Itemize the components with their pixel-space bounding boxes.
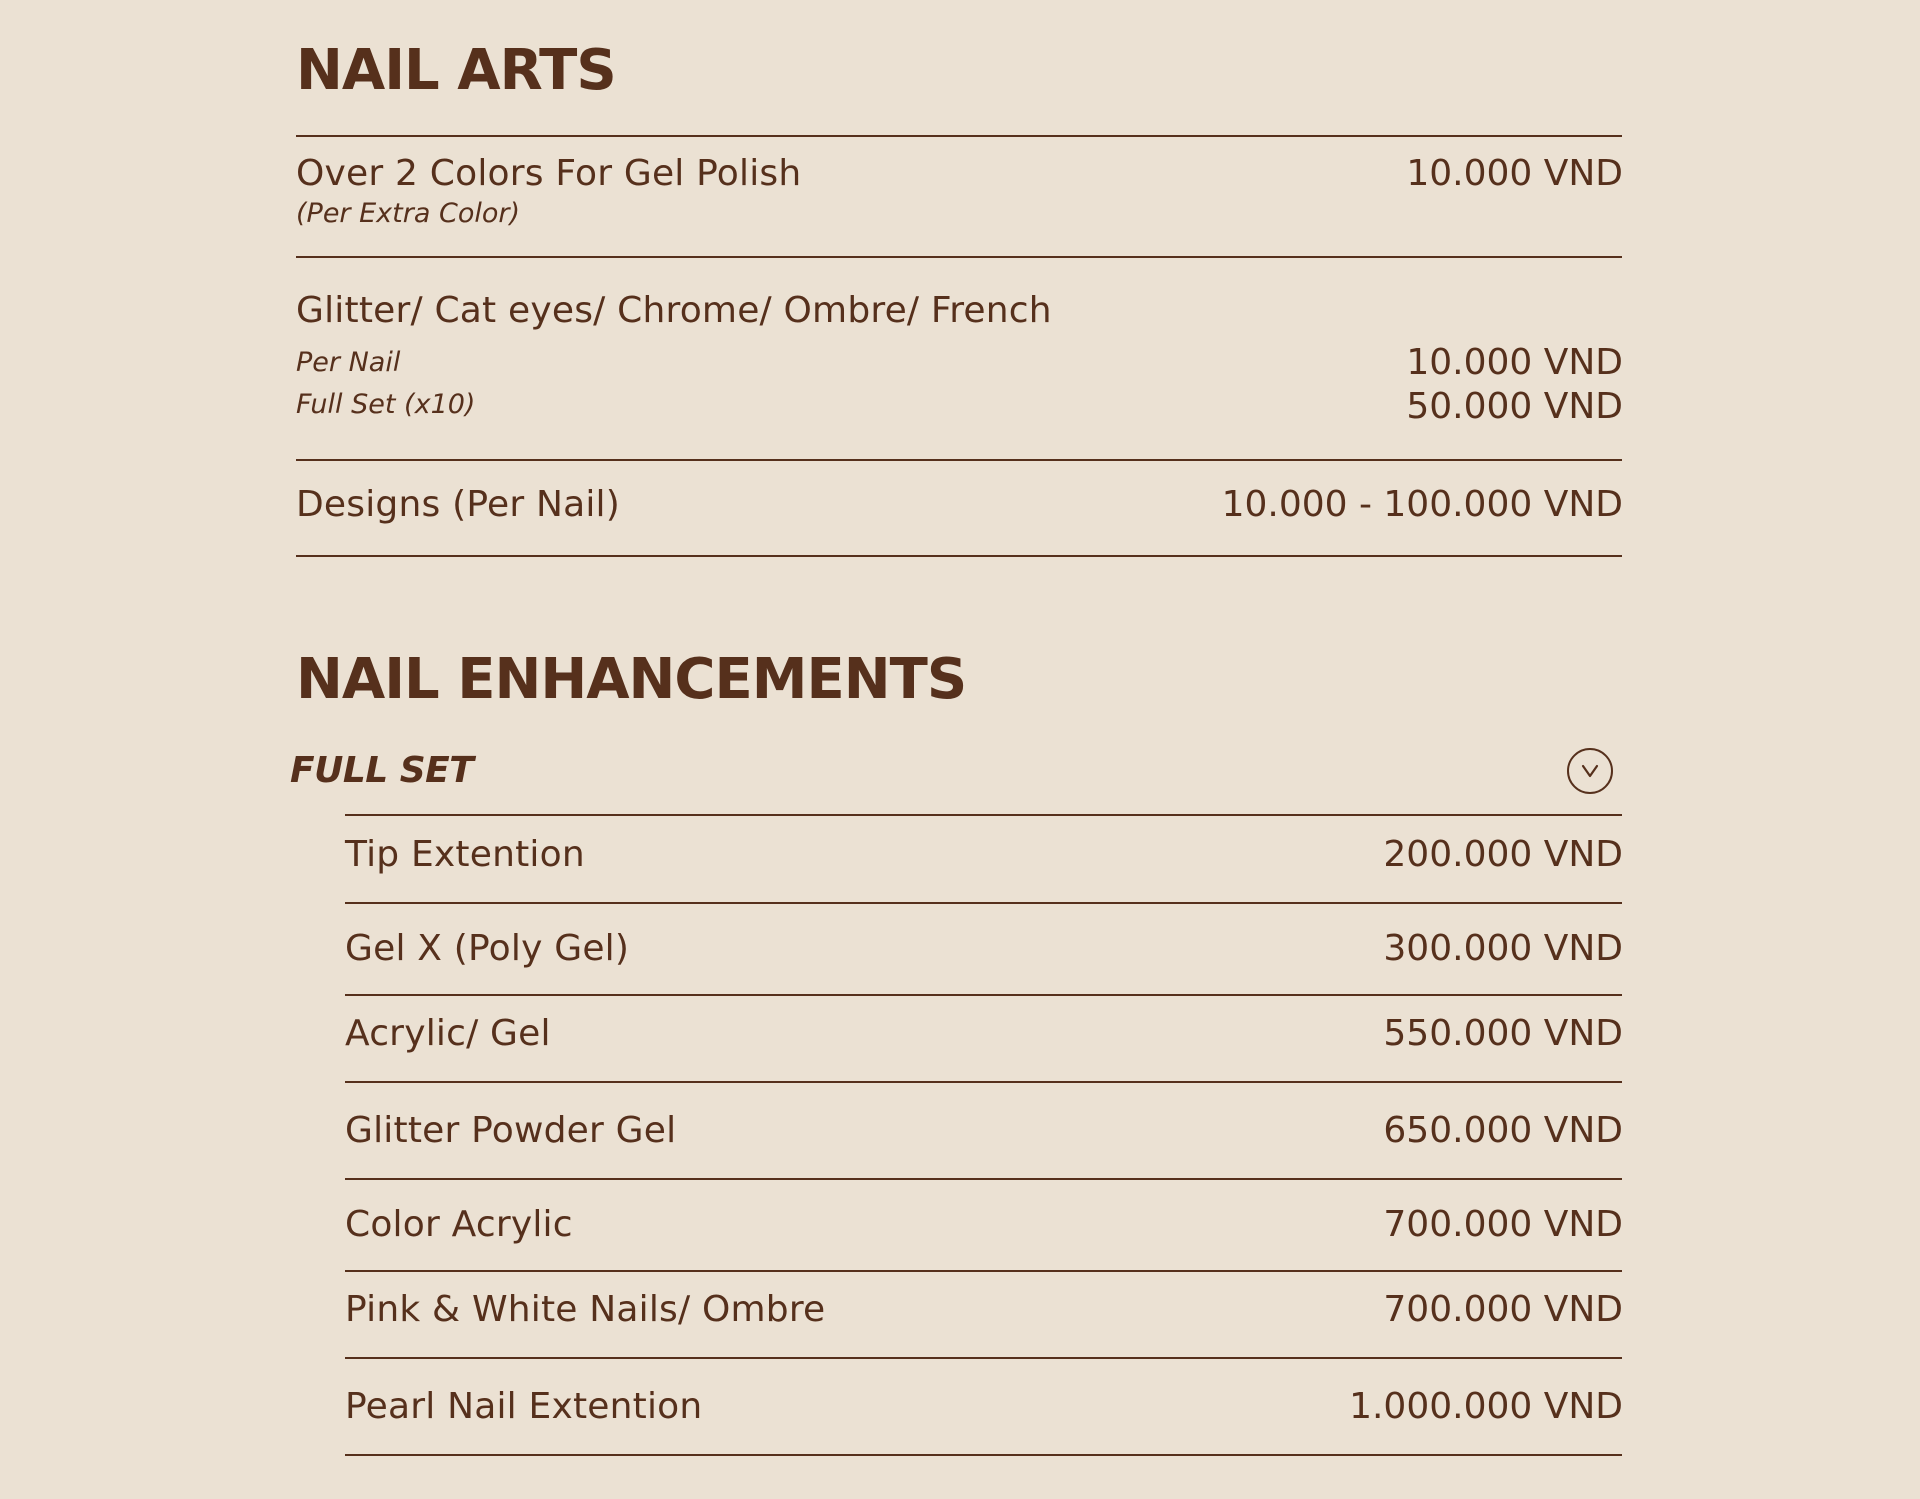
divider (345, 1270, 1622, 1272)
divider (345, 1178, 1622, 1180)
item-name: Pearl Nail Extention (345, 1386, 703, 1427)
divider (345, 814, 1622, 816)
option-price: 50.000 VND (1406, 386, 1623, 427)
item-name: Gel X (Poly Gel) (345, 928, 630, 969)
divider (345, 1357, 1622, 1359)
item-name: Tip Extention (345, 834, 585, 875)
divider (345, 902, 1622, 904)
item-name: Acrylic/ Gel (345, 1013, 551, 1054)
item-price: 200.000 VND (1383, 834, 1623, 875)
item-price: 550.000 VND (1383, 1013, 1623, 1054)
option-label: Per Nail (296, 347, 401, 378)
item-name: Glitter Powder Gel (345, 1110, 677, 1151)
divider (296, 459, 1622, 461)
item-price: 300.000 VND (1383, 928, 1623, 969)
divider (345, 994, 1622, 996)
item-name: Pink & White Nails/ Ombre (345, 1289, 826, 1330)
item-price: 10.000 VND (1406, 153, 1623, 194)
full-set-toggle-button[interactable] (1567, 748, 1613, 794)
item-price: 700.000 VND (1383, 1204, 1623, 1245)
item-price: 10.000 - 100.000 VND (1221, 484, 1623, 525)
divider (296, 256, 1622, 258)
option-label: Full Set (x10) (296, 389, 476, 420)
divider (296, 135, 1622, 137)
nail-arts-title: NAIL ARTS (296, 38, 616, 103)
divider (345, 1081, 1622, 1083)
option-price: 10.000 VND (1406, 342, 1623, 383)
item-name: Over 2 Colors For Gel Polish (296, 153, 802, 194)
item-name: Designs (Per Nail) (296, 484, 620, 525)
divider (345, 1454, 1622, 1456)
item-price: 1.000.000 VND (1349, 1386, 1623, 1427)
item-price: 700.000 VND (1383, 1289, 1623, 1330)
item-name: Color Acrylic (345, 1204, 573, 1245)
chevron-down-icon (1580, 764, 1600, 778)
item-note: (Per Extra Color) (296, 198, 520, 229)
nail-enhancements-title: NAIL ENHANCEMENTS (296, 647, 967, 712)
item-price: 650.000 VND (1383, 1110, 1623, 1151)
item-name: Glitter/ Cat eyes/ Chrome/ Ombre/ French (296, 290, 1052, 331)
full-set-heading[interactable]: FULL SET (290, 750, 474, 791)
divider (296, 555, 1622, 557)
